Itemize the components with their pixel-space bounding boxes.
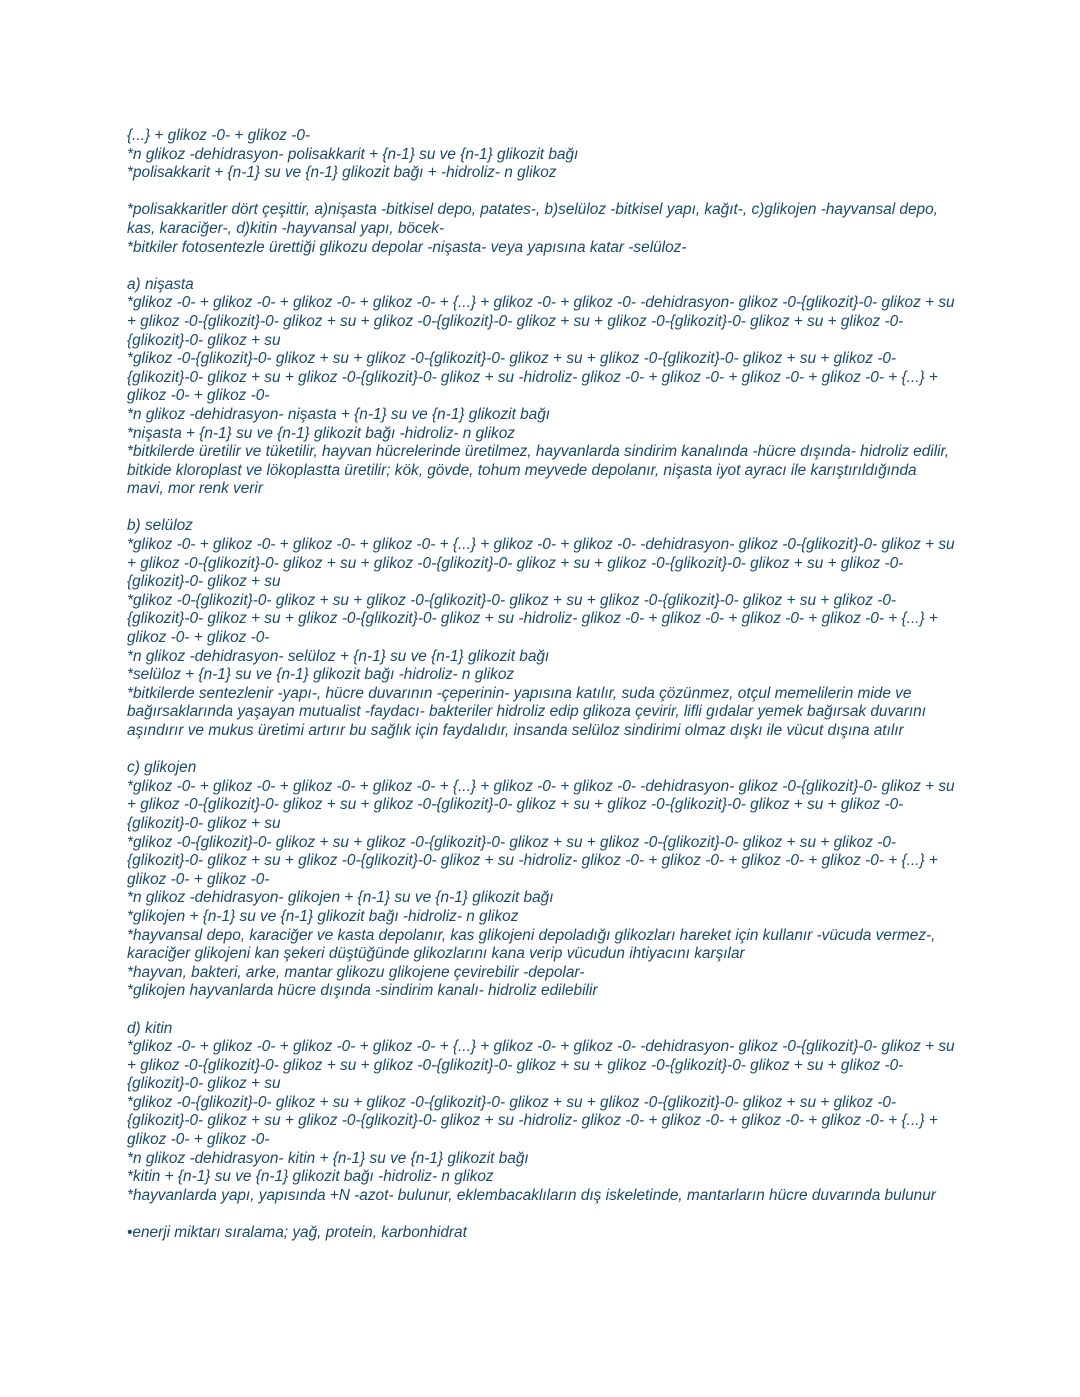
section-line: *glikoz -0-{glikozit}-0- glikoz + su + glikoz -0-{glikozit}-0- glikoz + su + glikoz -0-{glikozit}-0- glikoz + su + glikoz -0-{glikozit}-0- glikoz + su + glikoz -0-{glikozit}-0- glikoz + su -hidroliz- glikoz -0- + glikoz -0- + glikoz -0- + glikoz -0- + {...} + glikoz -0- + glikoz -0- <box>127 833 938 888</box>
glycogen-section <box>127 759 957 1001</box>
intro-line: *n glikoz -dehidrasyon- polisakkarit + {n-1} su ve {n-1} glikozit bağı <box>127 145 579 163</box>
section-line: *n glikoz -dehidrasyon- glikojen + {n-1} su ve {n-1} glikozit bağı <box>127 889 554 907</box>
section-line: *glikojen + {n-1} su ve {n-1} glikozit bağı -hidroliz- n glikoz <box>127 907 519 925</box>
section-line: *glikojen hayvanlarda hücre dışında -sindirim kanalı- hidroliz edilebilir <box>127 982 598 1000</box>
document-page <box>127 127 957 1261</box>
section-heading: d) kitin <box>127 1019 173 1037</box>
section-line: *bitkilerde sentezlenir -yapı-, hücre duvarının -çeperinin- yapısına katılır, suda çözünmez, otçul memelilerin mide ve bağırsaklarında yaşayan mutualist -faydacı- bakteriler hidroliz edip glikoza çevirir, lifli gıdalar yemek bağırsak duvarını aşındırır ve mukus üretimi artırır bu sağlık için faydalıdır, insanda selüloz sindirimi olmaz dışkı ile vücut dışına atılır <box>127 684 926 739</box>
section-line: *hayvansal depo, karaciğer ve kasta depolanır, kas glikojeni depoladığı glikozları hareket için kullanır -vücuda vermez-, karaciğer glikojeni kan şekeri düştüğünde glikozlarını kana verip vücudun ihtiyacını karşılar <box>127 926 936 963</box>
section-line: *n glikoz -dehidrasyon- nişasta + {n-1} su ve {n-1} glikozit bağı <box>127 405 551 423</box>
overview-line: *bitkiler fotosentezle ürettiği glikozu depolar -nişasta- veya yapısına katar -selüloz- <box>127 238 687 256</box>
section-line: *glikoz -0-{glikozit}-0- glikoz + su + glikoz -0-{glikozit}-0- glikoz + su + glikoz -0-{glikozit}-0- glikoz + su + glikoz -0-{glikozit}-0- glikoz + su + glikoz -0-{glikozit}-0- glikoz + su -hidroliz- glikoz -0- + glikoz -0- + glikoz -0- + glikoz -0- + {...} + glikoz -0- + glikoz -0- <box>127 350 938 405</box>
closing-section <box>127 1224 957 1243</box>
energy-ranking-line: •enerji miktarı sıralama; yağ, protein, karbonhidrat <box>127 1224 467 1242</box>
overview-line: *polisakkaritler dört çeşittir, a)nişasta -bitkisel depo, patates-, b)selüloz -bitkisel yapı, kağıt-, c)glikojen -hayvansal depo, kas, karaciğer-, d)kitin -hayvansal yapı, böcek- <box>127 201 938 237</box>
intro-section <box>127 127 957 183</box>
section-line: *glikoz -0- + glikoz -0- + glikoz -0- + glikoz -0- + {...} + glikoz -0- + glikoz -0- -dehidrasyon- glikoz -0-{glikozit}-0- glikoz + su + glikoz -0-{glikozit}-0- glikoz + su + glikoz -0-{glikozit}-0- glikoz + su + glikoz -0-{glikozit}-0- glikoz + su + glikoz -0-{glikozit}-0- glikoz + su <box>127 294 955 349</box>
overview-section <box>127 201 957 257</box>
section-line: *glikoz -0-{glikozit}-0- glikoz + su + glikoz -0-{glikozit}-0- glikoz + su + glikoz -0-{glikozit}-0- glikoz + su + glikoz -0-{glikozit}-0- glikoz + su + glikoz -0-{glikozit}-0- glikoz + su -hidroliz- glikoz -0- + glikoz -0- + glikoz -0- + glikoz -0- + {...} + glikoz -0- + glikoz -0- <box>127 1093 938 1149</box>
intro-line: *polisakkarit + {n-1} su ve {n-1} glikozit bağı + -hidroliz- n glikoz <box>127 164 557 182</box>
section-line: *glikoz -0- + glikoz -0- + glikoz -0- + glikoz -0- + {...} + glikoz -0- + glikoz -0- -dehidrasyon- glikoz -0-{glikozit}-0- glikoz + su + glikoz -0-{glikozit}-0- glikoz + su + glikoz -0-{glikozit}-0- glikoz + su + glikoz -0-{glikozit}-0- glikoz + su + glikoz -0-{glikozit}-0- glikoz + su <box>127 536 955 591</box>
starch-section <box>127 276 957 499</box>
intro-line: {...} + glikoz -0- + glikoz -0- <box>127 127 311 144</box>
section-heading: b) selüloz <box>127 517 193 535</box>
section-line: *hayvan, bakteri, arke, mantar glikozu glikojene çevirebilir -depolar- <box>127 963 585 981</box>
section-line: *hayvanlarda yapı, yapısında +N -azot- bulunur, eklembacaklıların dış iskeletinde, mantarların hücre duvarında bulunur <box>127 1186 936 1204</box>
chitin-section <box>127 1020 957 1206</box>
section-line: *glikoz -0- + glikoz -0- + glikoz -0- + glikoz -0- + {...} + glikoz -0- + glikoz -0- -dehidrasyon- glikoz -0-{glikozit}-0- glikoz + su + glikoz -0-{glikozit}-0- glikoz + su + glikoz -0-{glikozit}-0- glikoz + su + glikoz -0-{glikozit}-0- glikoz + su + glikoz -0-{glikozit}-0- glikoz + su <box>127 777 955 832</box>
section-line: *selüloz + {n-1} su ve {n-1} glikozit bağı -hidroliz- n glikoz <box>127 666 515 684</box>
section-line: *glikoz -0- + glikoz -0- + glikoz -0- + glikoz -0- + {...} + glikoz -0- + glikoz -0- -dehidrasyon- glikoz -0-{glikozit}-0- glikoz + su + glikoz -0-{glikozit}-0- glikoz + su + glikoz -0-{glikozit}-0- glikoz + su + glikoz -0-{glikozit}-0- glikoz + su + glikoz -0-{glikozit}-0- glikoz + su <box>127 1038 955 1093</box>
cellulose-section <box>127 517 957 740</box>
section-line: *bitkilerde üretilir ve tüketilir, hayvan hücrelerinde üretilmez, hayvanlarda sindirim kanalında -hücre dışında- hidroliz edilir, bitkide kloroplast ve lökoplastta üretilir; kök, gövde, tohum meyvede depolanır, nişasta iyot ayracı ile karıştırıldığında mavi, mor renk verir <box>127 443 950 498</box>
section-heading: a) nişasta <box>127 275 194 293</box>
section-line: *glikoz -0-{glikozit}-0- glikoz + su + glikoz -0-{glikozit}-0- glikoz + su + glikoz -0-{glikozit}-0- glikoz + su + glikoz -0-{glikozit}-0- glikoz + su + glikoz -0-{glikozit}-0- glikoz + su -hidroliz- glikoz -0- + glikoz -0- + glikoz -0- + glikoz -0- + {...} + glikoz -0- + glikoz -0- <box>127 591 938 647</box>
section-line: *n glikoz -dehidrasyon- selüloz + {n-1} su ve {n-1} glikozit bağı <box>127 647 550 665</box>
section-line: *kitin + {n-1} su ve {n-1} glikozit bağı -hidroliz- n glikoz <box>127 1168 494 1186</box>
section-line: *nişasta + {n-1} su ve {n-1} glikozit bağı -hidroliz- n glikoz <box>127 424 515 442</box>
section-heading: c) glikojen <box>127 759 197 777</box>
section-line: *n glikoz -dehidrasyon- kitin + {n-1} su ve {n-1} glikozit bağı <box>127 1149 529 1167</box>
